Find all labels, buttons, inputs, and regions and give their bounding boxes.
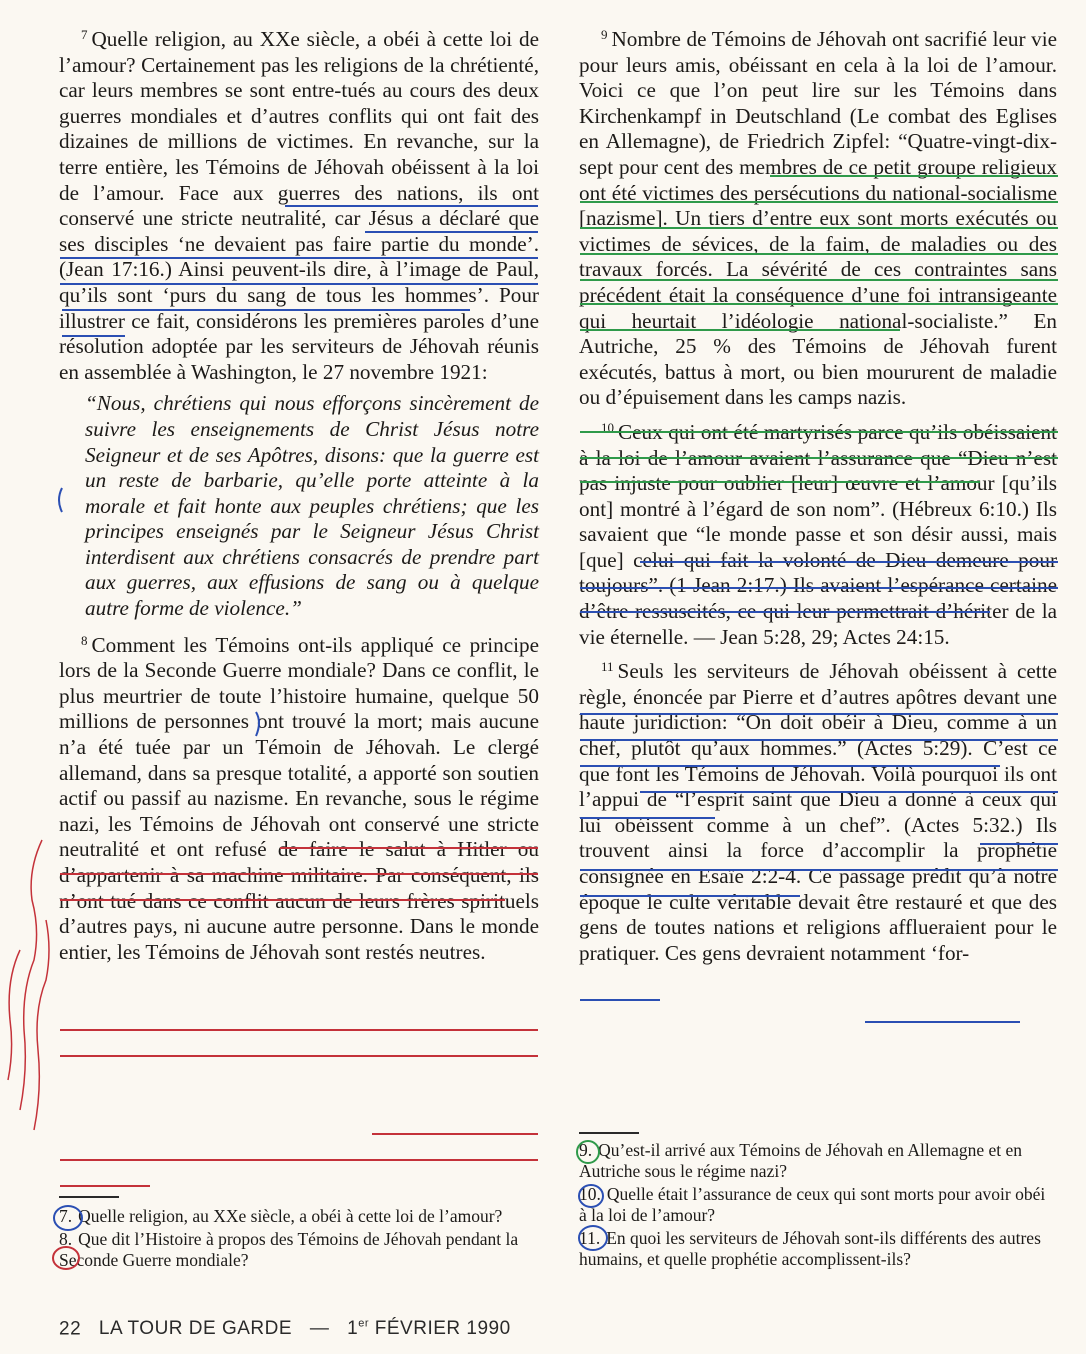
paragraph-text: Ceux qui ont été martyrisés parce qu’ils obéissaient à la loi de l’amour avaient l’assurance que “Dieu n’est pas injuste pour oublier [leur] œuvre et l’amour [qu’ils ont] montré à l’égard de son nom”. (Hébreux 6:10.) Ils savaient que “le monde passe et son désir aussi, mais [que] celui qui fait la volonté de Dieu demeure pour toujours”. (1 Jean 2:17.) Ils avaient l’espérance certaine d’être ressuscités, ce qui leur permettrait d’hériter de la vie éternelle. — Jean 5:28, 29; Actes 24:15.	[579, 419, 1057, 649]
paragraph-10	[579, 415, 1057, 650]
scribble-mark	[34, 920, 49, 1130]
paragraph-text: Nombre de Témoins de Jéhovah ont sacrifié leur vie pour leurs amis, obéissant en cela à la loi de l’amour. Voici ce que l’on peut lire sur les Témoins dans Kirchenkampf in Deutschland (Le combat des Eglises en Allemagne), de Friedrich Zipfel: “Quatre-vingt-dix-sept pour cent des membres de ce petit groupe religieux ont été victimes des persécutions du national-socialisme [nazisme]. Un tiers d’entre eux sont morts exécutés ou victimes de sévices, de la faim, de maladies ou des travaux forcés. La sévérité de ces contraintes sans précédent était la conséquence d’une foi intransigeante qui heurtait l’idéologie national-socialiste.” En Autriche, 25 % des Témoins de Jéhovah furent exécutés, battus à mort, ou bien moururent de maladie ou d’épuisement dans les camps nazis.	[579, 27, 1057, 410]
question-11	[579, 1228, 1057, 1270]
paragraph-11	[579, 654, 1057, 966]
page-number: 22	[59, 1318, 82, 1340]
issue-date	[347, 1318, 511, 1339]
paragraph-text: Quelle religion, au XXe siècle, a obéi à cette loi de l’amour? Certainement pas les religions de la chrétienté, car leurs membres se sont entre-tués au cours des deux guerres mondiales et d’autres conflits qui ont fait des dizaines de millions de victimes. En revanche, sur la terre entière, les Témoins de Jéhovah obéissent à la loi de l’amour. Face aux guerres des nations, ils ont conservé une stricte neutralité, car Jésus a déclaré que ses disciples ‘ne devaient pas faire partie du monde’. (Jean 17:16.) Ainsi peuvent-ils dire, à l’image de Paul, qu’ils sont ‘purs du sang de tous les hommes’. Pour illustrer ce fait, considérons les premières paroles d’une résolution adoptée par les serviteurs de Jéhovah réunis en assemblée à Washington, le 27 novembre 1921:	[59, 27, 539, 384]
footer-dash: —	[309, 1318, 330, 1340]
paragraph-number: 8	[81, 632, 88, 648]
question-8	[59, 1229, 539, 1271]
paragraph-text: Seuls les serviteurs de Jéhovah obéissent à cette règle, énoncée par Pierre et d’autres apôtres devant une haute juridiction: “On doit obéir à Dieu, comme à un chef, plutôt qu’aux hommes.” (Actes 5:29). C’est ce que font les Témoins de Jéhovah. Voilà pourquoi ils ont l’appui de “l’esprit saint que Dieu a donné à ceux qui lui obéissent comme à un chef”. (Actes 5:32.) Ils trouvent ainsi la force d’accomplir la prophétie consignée en Esaïe 2:2-4. Ce passage prédit qu’à notre époque le culte véritable devait être restauré et que des gens de toutes nations et religions afflueraient pour le pratiquer. Ces gens devraient notamment ‘for-	[579, 659, 1057, 965]
paragraph-number: 11	[601, 659, 614, 675]
question-7	[59, 1206, 539, 1227]
question-text: Qu’est-il arrivé aux Témoins de Jéhovah en Allemagne et en Autriche sous le régime nazi?	[579, 1140, 1023, 1181]
left-column	[59, 22, 539, 965]
study-questions-left	[59, 1206, 539, 1273]
questions-divider-left	[59, 1196, 119, 1198]
question-10	[579, 1184, 1057, 1226]
question-text: Que dit l’Histoire à propos des Témoins de Jéhovah pendant la Seconde Guerre mondiale?	[59, 1229, 519, 1270]
paragraph-text: Comment les Témoins ont-ils appliqué ce principe lors de la Seconde Guerre mondiale? Dans ce conflit, le plus meurtrier de toute l’histoire humaine, quelque 50 millions de personnes ont trouvé la mort; mais aucune n’a été tuée par un Témoin de Jéhovah. Le clergé allemand, dans sa presque totalité, a apporté son soutien actif ou passif au nazisme. En revanche, sous le régime nazi, les Témoins de Jéhovah ont conservé une stricte neutralité et ont refusé de faire le salut à Hitler ou d’appartenir à sa machine militaire. Par conséquent, ils n’ont tué dans ce conflit aucun de leurs frères spirituels d’autres pays, ni aucune autre personne. Dans le monde entier, les Témoins de Jéhovah sont restés neutres.	[59, 632, 539, 964]
page-footer	[59, 1318, 511, 1340]
question-text: En quoi les serviteurs de Jéhovah sont-ils différents des autres humains, et quelle prophétie accomplissent-ils?	[579, 1228, 1041, 1269]
paragraph-number: 10	[601, 419, 614, 435]
study-questions-right	[579, 1140, 1057, 1272]
question-number: 11.	[579, 1228, 601, 1248]
question-9	[579, 1140, 1057, 1182]
red-margin-scribble	[8, 840, 49, 1130]
questions-divider-right	[579, 1132, 639, 1134]
publication-title: LA TOUR DE GARDE	[98, 1318, 293, 1340]
resolution-quote: “Nous, chrétiens qui nous efforçons sincèrement de suivre les enseignements de Christ Jésus notre Seigneur et de ses Apôtres, disons: que la guerre est un reste de barbarie, qu’elle porte atteinte à la morale et fait honte aux peuples chrétiens; que les principes enseignés par le Seigneur Jésus Christ interdisent aux chrétiens consacrés de prendre part aux guerres, aux effusions de sang ou à quelque autre forme de violence.”	[85, 391, 539, 621]
paragraph-9	[579, 22, 1057, 411]
question-number: 8.	[59, 1229, 73, 1249]
paragraph-7	[59, 22, 539, 385]
right-column	[579, 22, 1057, 966]
date-ordinal: er	[358, 1318, 369, 1330]
question-number: 7.	[59, 1206, 73, 1226]
date-day: 1	[347, 1318, 359, 1340]
paragraph-number: 7	[81, 27, 88, 42]
paragraph-number: 9	[601, 27, 608, 42]
question-number: 10.	[579, 1184, 601, 1204]
scribble-mark	[8, 950, 20, 1080]
paragraph-8	[59, 628, 539, 966]
question-number: 9.	[579, 1140, 593, 1160]
question-text: Quelle religion, au XXe siècle, a obéi à cette loi de l’amour?	[78, 1206, 503, 1226]
scribble-mark	[20, 840, 42, 1110]
question-text: Quelle était l’assurance de ceux qui sont morts pour avoir obéi à la loi de l’amour?	[579, 1184, 1046, 1225]
date-month-year: FÉVRIER 1990	[374, 1318, 511, 1340]
